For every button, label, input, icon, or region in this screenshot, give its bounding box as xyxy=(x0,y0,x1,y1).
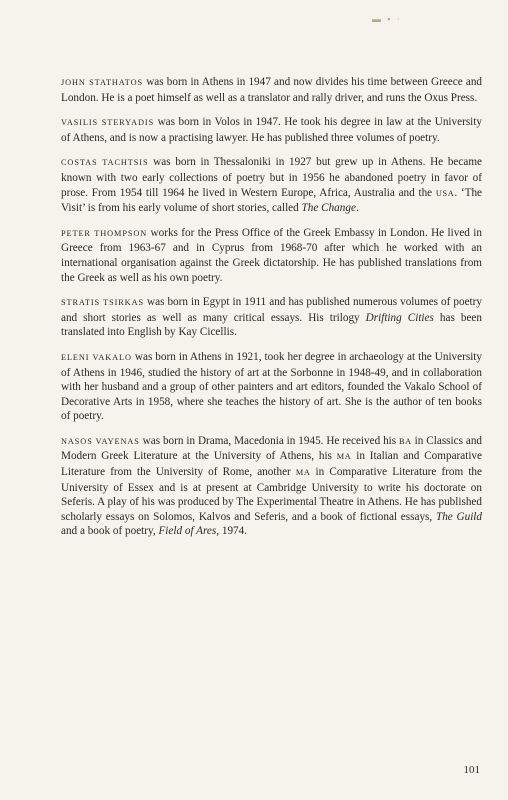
contributors-notes xyxy=(61,75,482,549)
contributor-name: JOHN STATHATOS xyxy=(61,78,144,87)
contributor-name: VASILIS STERYADIS xyxy=(61,118,155,128)
contributor-name: COSTAS TACHTSIS xyxy=(61,158,149,168)
contributor-name: ELENI VAKALO xyxy=(61,352,132,362)
bio-eleni-vakalo: ELENI VAKALO was born in Athens in 1921, took her degree in archaeology at the University of Athens in 1946, studied the history of art at the Sorbonne in 1948-49, and in collaboration with her husband and a group of other painters and art editors, founded the Vakalo School of Decorative Arts in 1958, where she teaches the history of art. She is the author of ten books of poetry. xyxy=(61,350,483,423)
book-title: Field of Ares xyxy=(158,525,217,538)
book-title: The Guild xyxy=(435,510,483,523)
bio-nasos-vayenas: NASOS VAYENAS was born in Drama, Macedonia in 1945. He received his BA in Classics and Modern Greek Literature at the University of Athens, his MA in Italian and Comparative Literature from the University of Rome, another MA in Comparative Literature from the University of Essex and is at present at Cambridge University to write his doctorate on Seferis. A play of his was produced by The Experimental Theatre in Athens. He has published scholarly essays on Solomos, Kalvos and Seferis, and a book of fictional essays, The Guild and a book of poetry, Field of Ares, 1974. xyxy=(61,434,483,538)
book-title: The Change xyxy=(301,202,356,215)
page-number: 101 xyxy=(463,764,480,776)
bio-stratis-tsirkas: STRATIS TSIRKAS was born in Egypt in 1911 and has published numerous volumes of poetry and short stories as well as many critical essays. His trilogy Drifting Cities has been translated into English by Kay Cicellis. xyxy=(61,296,482,339)
bio-vasilis-steryadis: VASILIS STERYADIS was born in Volos in 1947. He took his degree in law at the University of Athens, and is now a practising lawyer. He has published three volumes of poetry. xyxy=(61,116,482,144)
bio-costas-tachtsis: COSTAS TACHTSIS was born in Thessaloniki in 1927 but grew up in Athens. He became known with two early collections of poetry but in 1956 he abandoned poetry in favor of prose. From 1954 till 1964 he lived in Western Europe, Africa, Australia and the USA. ‘The Visit’ is from his early volume of short stories, called The Change. xyxy=(61,156,482,215)
print-specks-decoration: ▬ ▪ · xyxy=(372,14,402,24)
contributor-name: PETER THOMPSON xyxy=(61,228,148,238)
contributor-name: NASOS VAYENAS xyxy=(61,436,140,446)
contributor-name: STRATIS TSIRKAS xyxy=(61,298,144,308)
book-title: Drifting Cities xyxy=(365,311,434,324)
bio-peter-thompson: PETER THOMPSON works for the Press Office of the Greek Embassy in London. He lived in Greece from 1963-67 and in Cyprus from 1968-70 after which he worked with an international organisation against the Greek dictatorship. He has published translations from the Greek as well as his own poetry. xyxy=(61,226,482,284)
bio-john-stathatos: JOHN STATHATOS was born in Athens in 1947 and now divides his time between Greece and London. He is a poet himself as well as a translator and rally driver, and runs the Oxus Press. xyxy=(61,76,483,104)
